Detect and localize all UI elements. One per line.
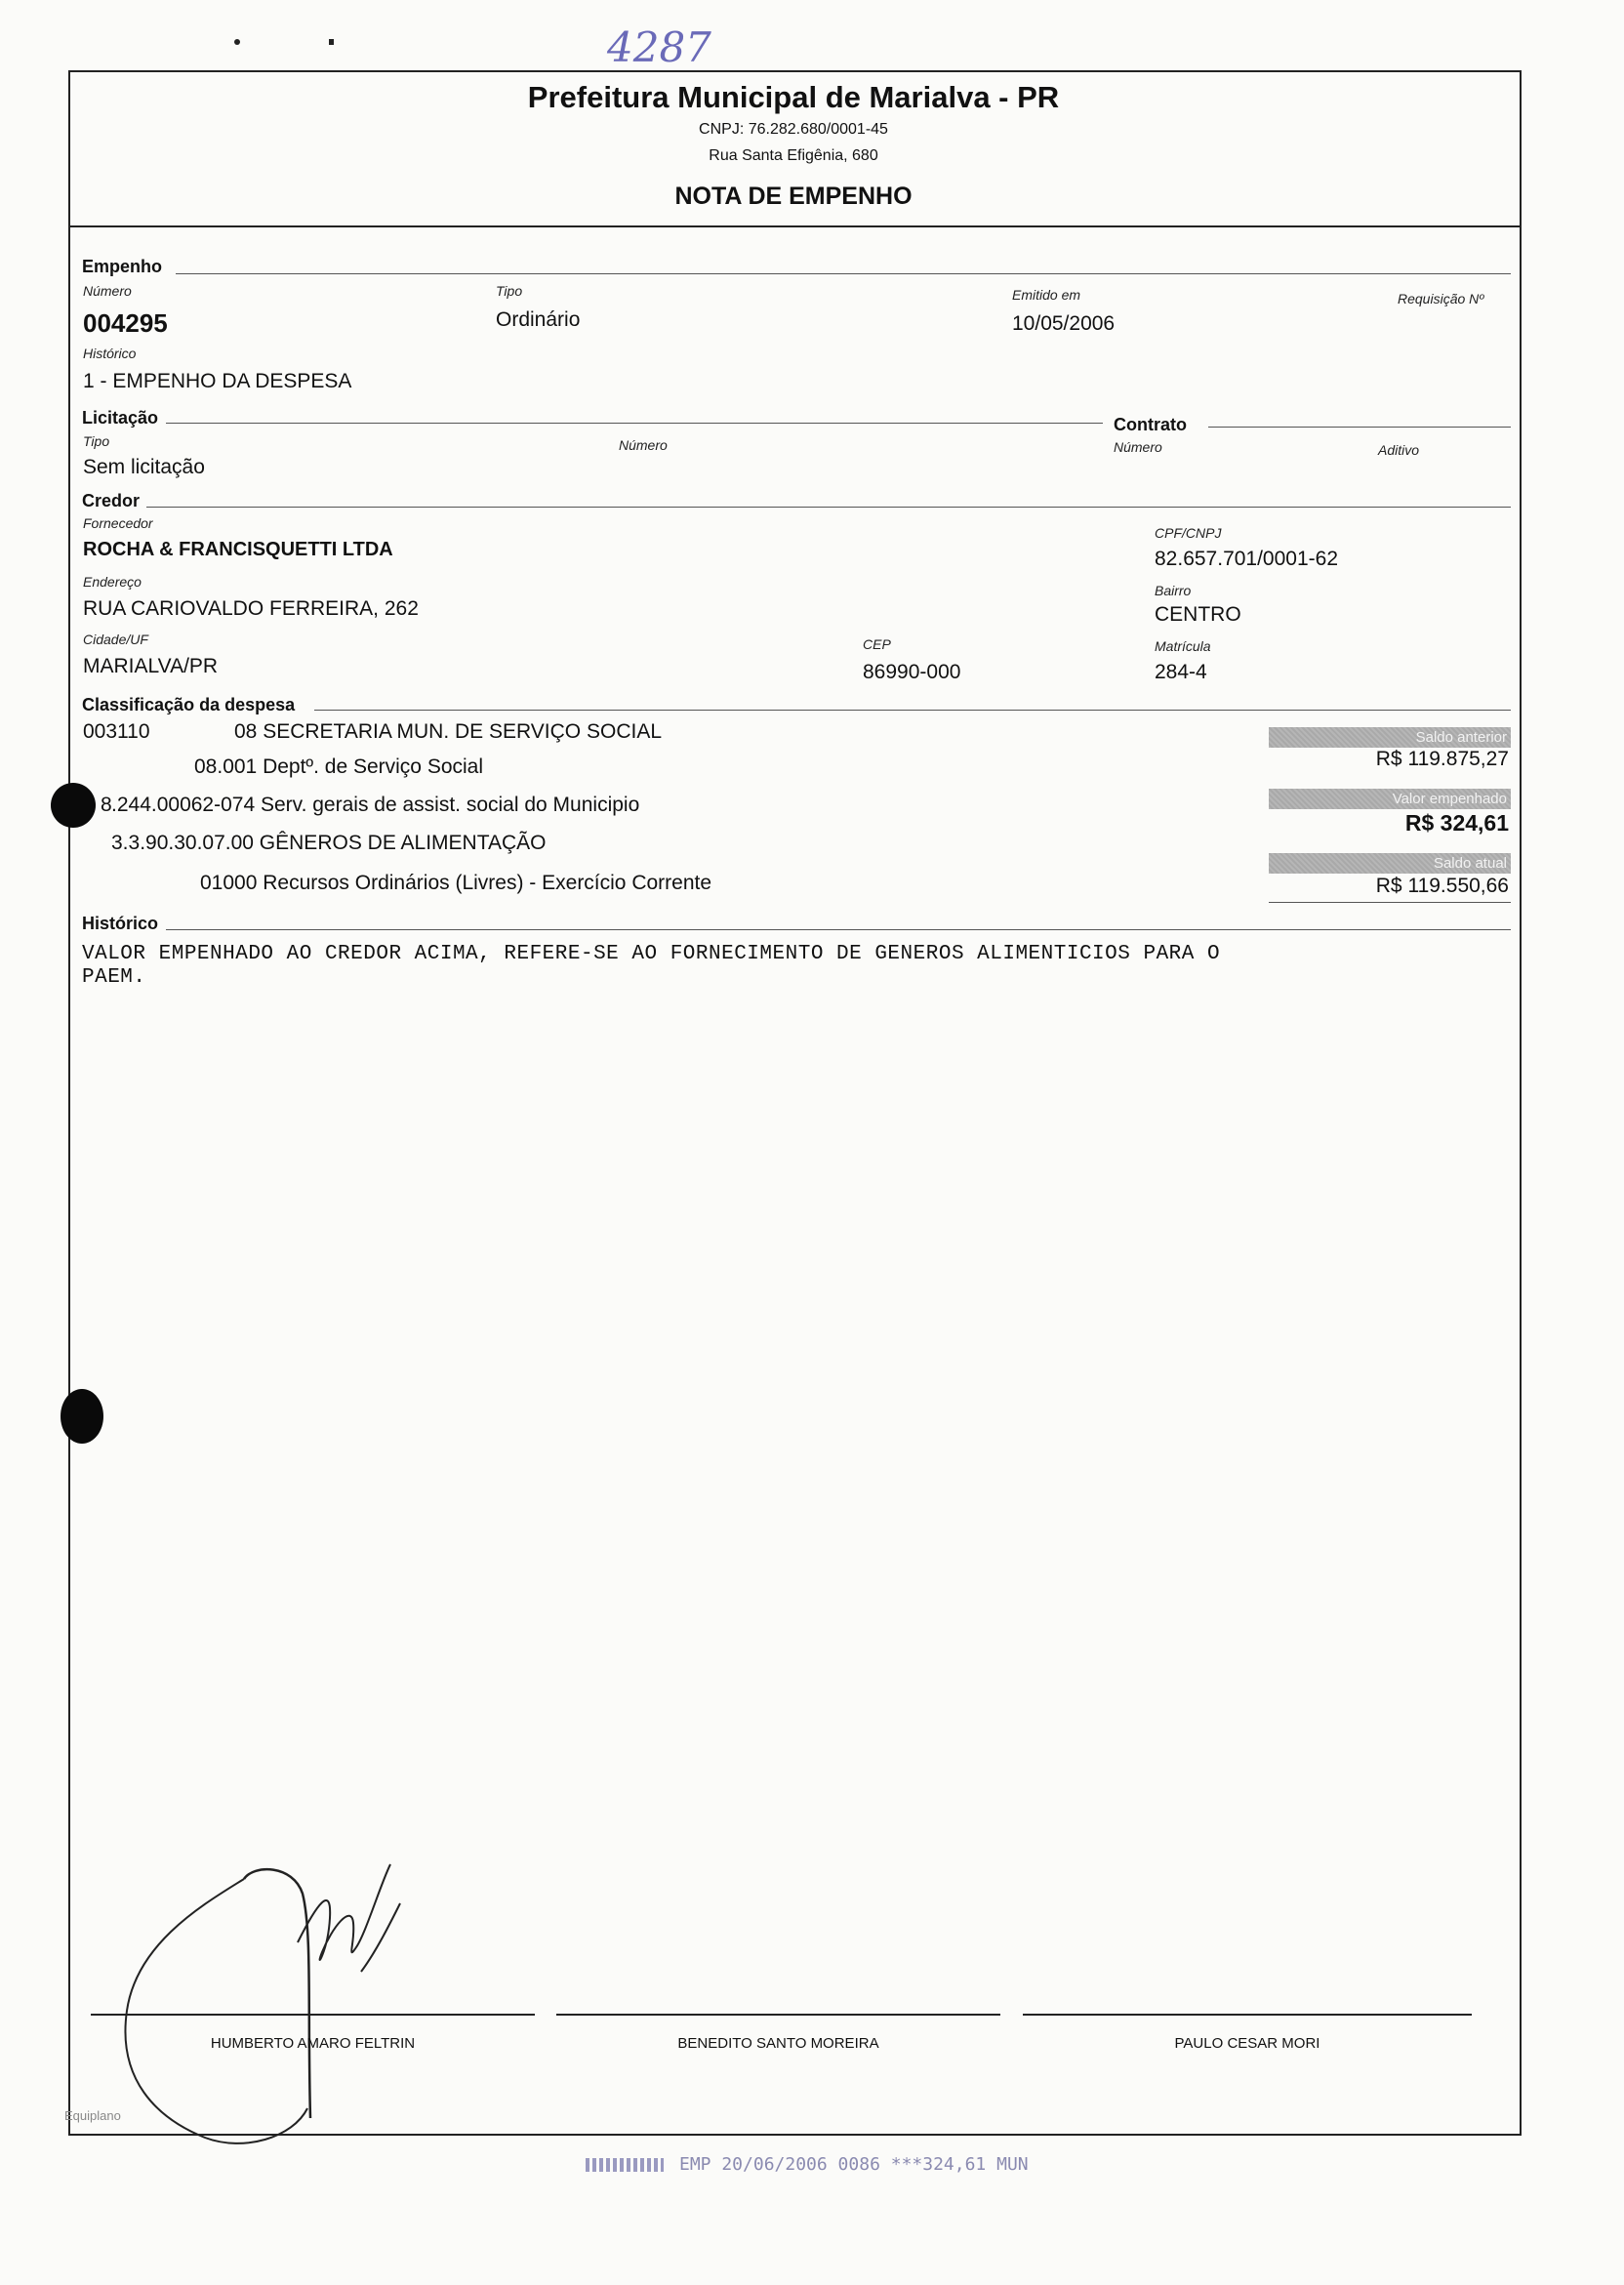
tipo-label: Tipo <box>496 283 523 299</box>
section-rule <box>146 507 1511 508</box>
signature-line <box>91 2014 535 2016</box>
section-rule <box>166 423 1103 424</box>
fornecedor-name: ROCHA & FRANCISQUETTI LTDA <box>83 539 393 560</box>
saldo-anterior-label: Saldo anterior <box>1269 727 1511 748</box>
saldo-atual-value: R$ 119.550,66 <box>1375 875 1509 897</box>
cidade-label: Cidade/UF <box>83 632 148 647</box>
classificacao-line: 3.3.90.30.07.00 GÊNEROS DE ALIMENTAÇÃO <box>111 832 547 854</box>
emitido-date: 10/05/2006 <box>1012 312 1116 335</box>
section-licitacao: Licitação <box>82 408 159 428</box>
signatory-name: BENEDITO SANTO MOREIRA <box>677 2035 879 2052</box>
signature-line <box>1023 2014 1472 2016</box>
licitacao-tipo: Sem licitação <box>83 456 205 478</box>
cpf-cnpj-value: 82.657.701/0001-62 <box>1155 548 1339 570</box>
header-divider <box>68 225 1522 227</box>
stamp-block-icon <box>586 2158 664 2172</box>
section-empenho: Empenho <box>82 257 163 276</box>
empenho-historico: 1 - EMPENHO DA DESPESA <box>83 370 352 392</box>
valor-empenhado-label: Valor empenhado <box>1269 789 1511 809</box>
section-rule <box>166 929 1511 930</box>
section-rule <box>176 273 1511 274</box>
historico-label: Histórico <box>83 346 137 361</box>
scan-speck <box>329 39 334 45</box>
punch-hole <box>61 1389 103 1444</box>
saldo-anterior-value: R$ 119.875,27 <box>1375 748 1509 770</box>
address-text: Rua Santa Efigênia, 680 <box>709 147 878 164</box>
signatory-name: HUMBERTO AMARO FELTRIN <box>210 2035 416 2052</box>
endereco-label: Endereço <box>83 574 142 590</box>
classificacao-code: 003110 <box>83 720 150 743</box>
cep-value: 86990-000 <box>863 661 961 683</box>
signatory-name: PAULO CESAR MORI <box>1174 2035 1320 2052</box>
cep-label: CEP <box>863 636 891 652</box>
document-title: NOTA DE EMPENHO <box>674 183 913 210</box>
section-rule <box>1208 427 1511 428</box>
classificacao-digit-partial: 8 <box>101 794 112 816</box>
bairro-label: Bairro <box>1155 583 1192 598</box>
saldo-underline <box>1269 902 1511 903</box>
emitido-label: Emitido em <box>1012 287 1081 303</box>
licitacao-numero-label: Número <box>619 437 668 453</box>
classificacao-line: 01000 Recursos Ordinários (Livres) - Exercício Corrente <box>200 872 712 894</box>
requisicao-label: Requisição Nº <box>1398 291 1484 306</box>
licitacao-tipo-label: Tipo <box>83 433 110 449</box>
matricula-value: 284-4 <box>1155 661 1207 683</box>
punch-hole <box>51 783 96 828</box>
cpf-cnpj-label: CPF/CNPJ <box>1155 525 1222 541</box>
cnpj-text: CNPJ: 76.282.680/0001-45 <box>699 121 888 138</box>
section-rule <box>314 710 1511 711</box>
signature-line <box>556 2014 1000 2016</box>
contrato-aditivo-label: Aditivo <box>1378 442 1420 458</box>
empenho-numero: 004295 <box>83 308 168 338</box>
contrato-numero-label: Número <box>1114 439 1162 455</box>
cidade-value: MARIALVA/PR <box>83 655 219 677</box>
historico-text-line: PAEM. <box>82 966 146 989</box>
classificacao-line: 08.001 Deptº. de Serviço Social <box>194 755 484 778</box>
valor-empenhado-value: R$ 324,61 <box>1404 810 1509 836</box>
saldo-atual-label: Saldo atual <box>1269 853 1511 874</box>
matricula-label: Matrícula <box>1155 638 1211 654</box>
page-title: Prefeitura Municipal de Marialva - PR <box>527 80 1060 114</box>
bairro-value: CENTRO <box>1155 603 1241 626</box>
classificacao-line: .244.00062-074 Serv. gerais de assist. social do Municipio <box>111 794 640 816</box>
classificacao-line: 08 SECRETARIA MUN. DE SERVIÇO SOCIAL <box>234 720 663 743</box>
historico-text-line: VALOR EMPENHADO AO CREDOR ACIMA, REFERE-SE AO FORNECIMENTO DE GENEROS ALIMENTICIOS PARA O <box>82 943 1221 965</box>
section-credor: Credor <box>82 491 141 510</box>
vendor-label: Equiplano <box>64 2108 121 2123</box>
empenho-tipo: Ordinário <box>496 308 581 331</box>
validation-stamp <box>586 2154 1029 2175</box>
section-classificacao: Classificação da despesa <box>82 695 296 714</box>
stamp-text: EMP 20/06/2006 0086 ***324,61 MUN <box>679 2154 1029 2175</box>
numero-label: Número <box>83 283 132 299</box>
fornecedor-label: Fornecedor <box>83 515 153 531</box>
scan-speck <box>234 39 240 45</box>
section-historico: Histórico <box>82 914 159 933</box>
section-contrato: Contrato <box>1114 415 1187 434</box>
handwritten-page-number: 4287 <box>607 23 711 71</box>
endereco-value: RUA CARIOVALDO FERREIRA, 262 <box>83 597 419 620</box>
handwritten-signature <box>98 1825 449 2157</box>
